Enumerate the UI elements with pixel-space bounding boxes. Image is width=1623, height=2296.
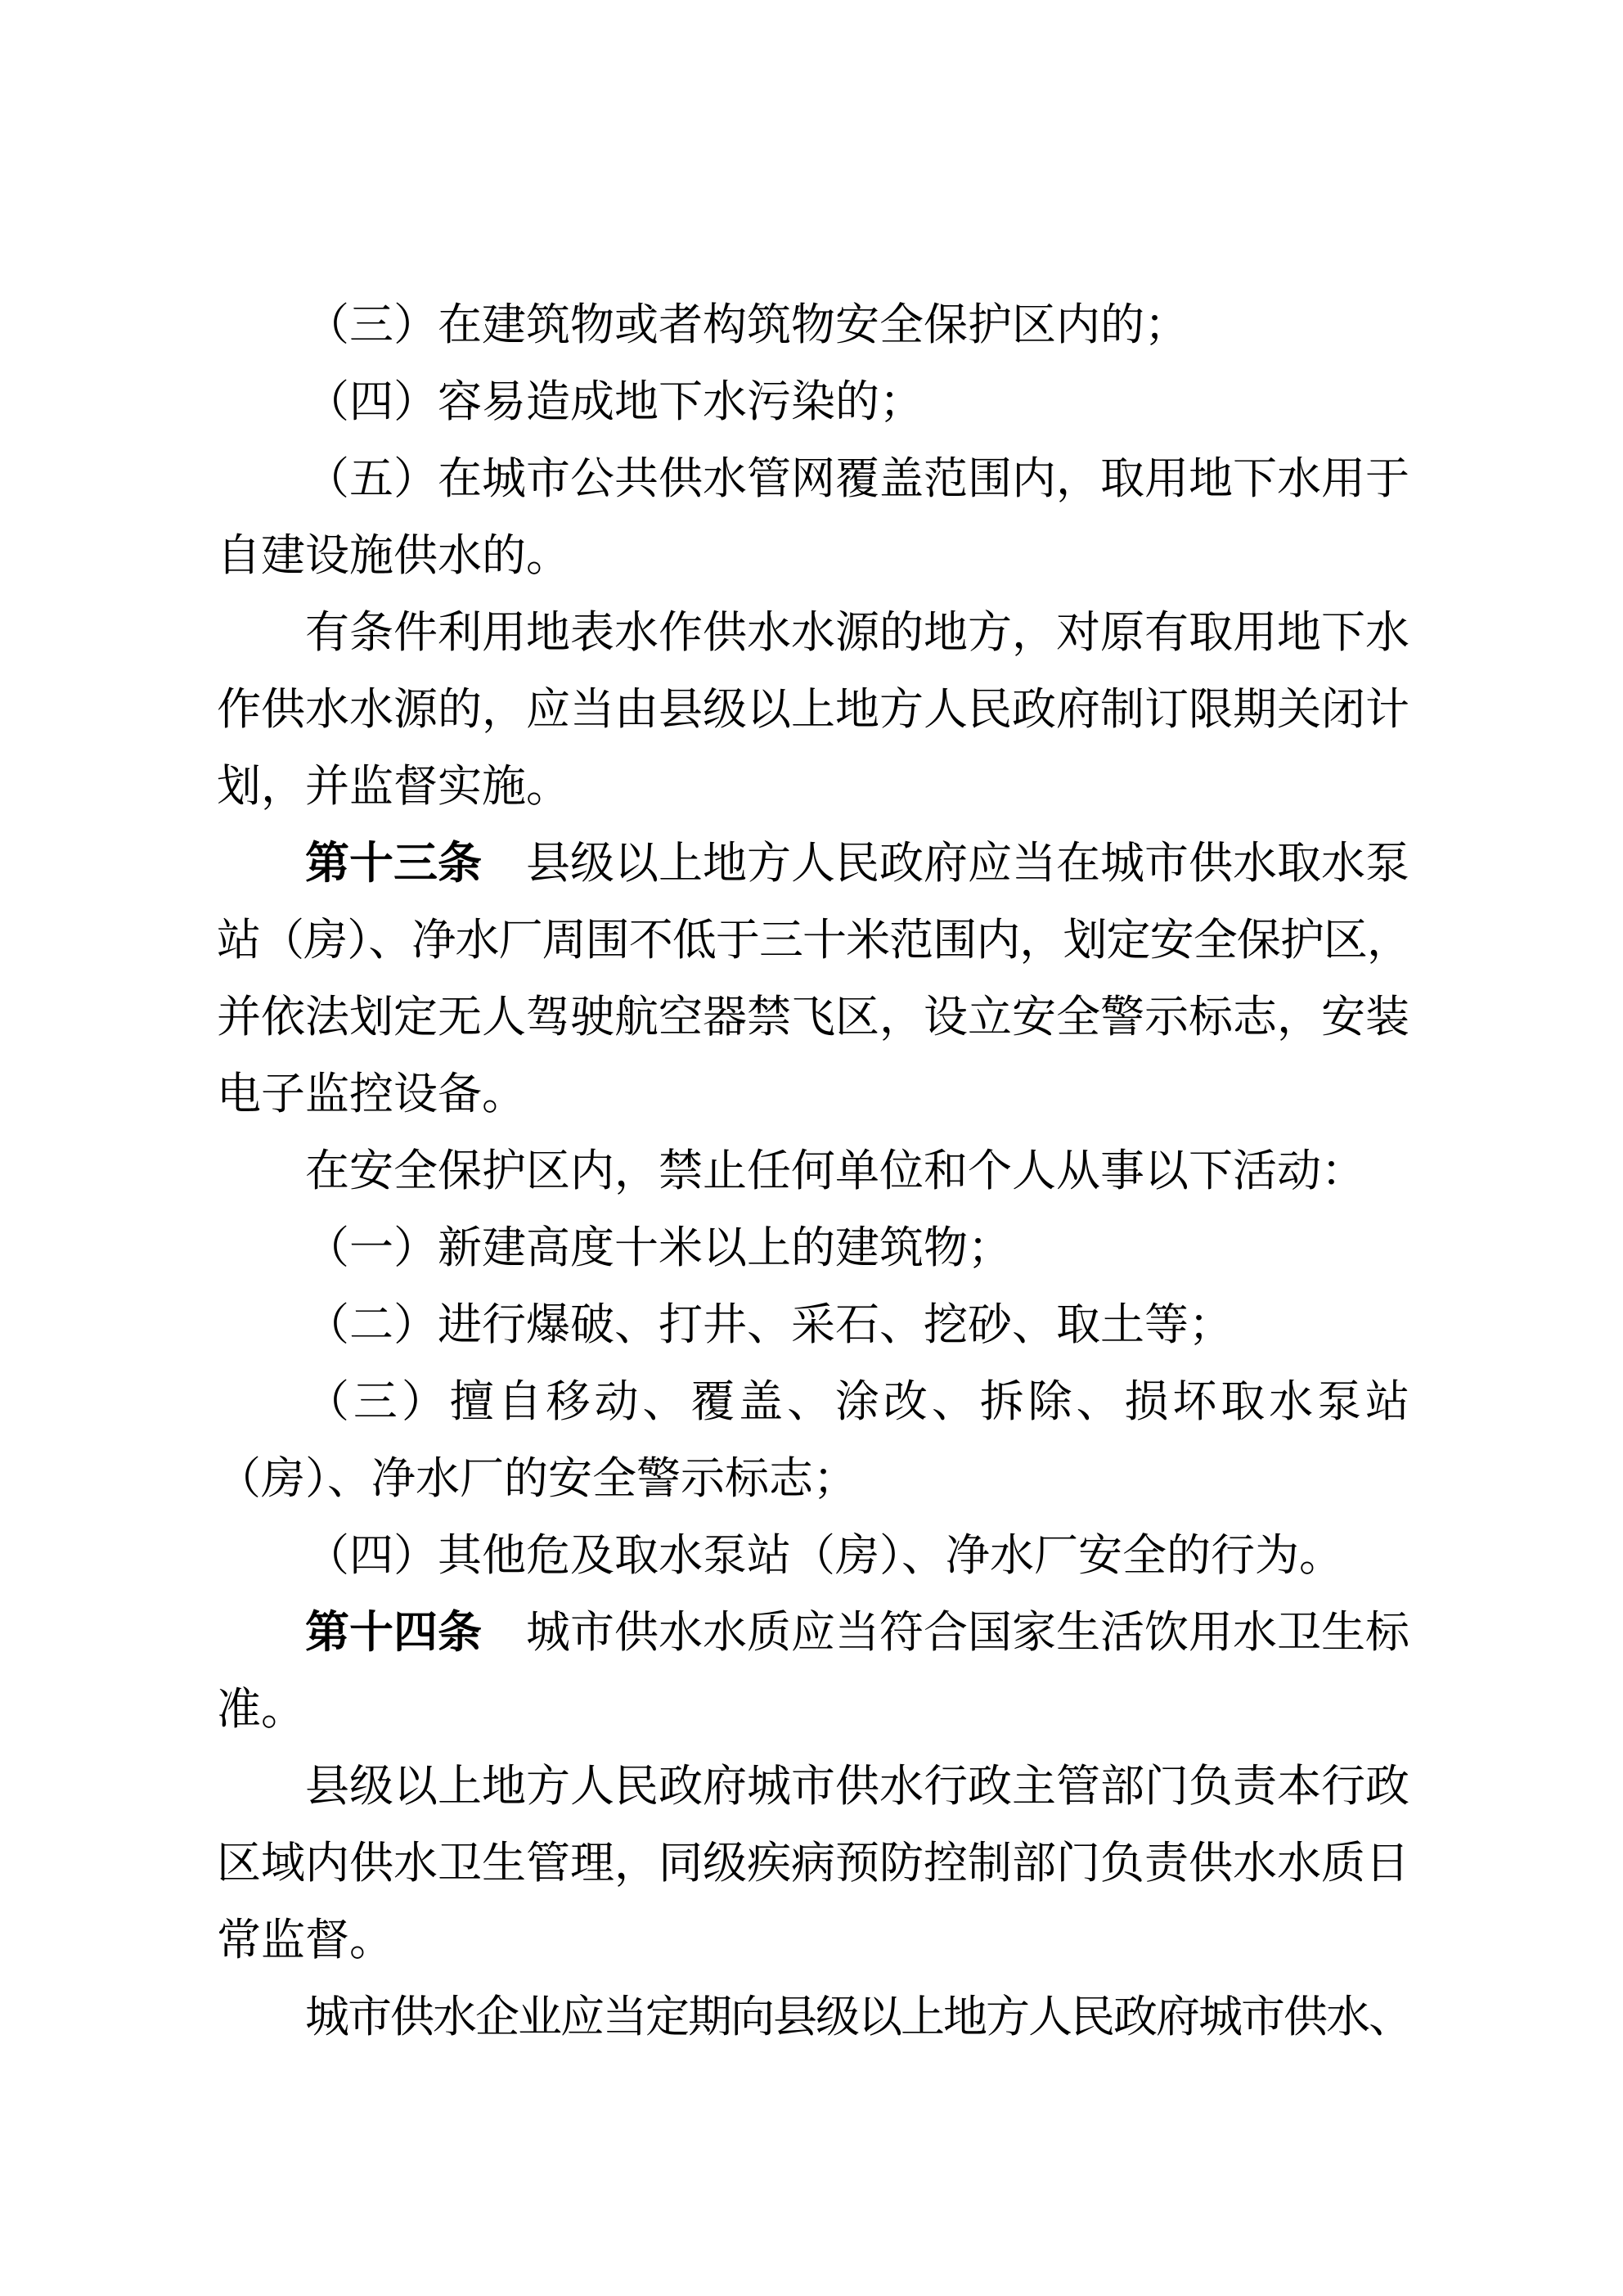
line-text: 县级以上地方人民政府城市供水行政主管部门负责本行政 [305, 1762, 1409, 1811]
text-line [217, 1056, 1409, 1132]
text-line [217, 671, 1409, 748]
line-text: （一）新建高度十米以上的建筑物； [305, 1223, 1012, 1272]
text-line [217, 1286, 1409, 1363]
text-line [217, 1748, 1409, 1825]
line-text: 并依法划定无人驾驶航空器禁飞区，设立安全警示标志，安装 [217, 993, 1409, 1042]
text-line [217, 363, 1409, 440]
text-line [217, 594, 1409, 671]
text-line [217, 825, 1409, 902]
line-text: 划，并监督实施。 [217, 762, 570, 811]
line-text: 区域内供水卫生管理，同级疾病预防控制部门负责供水水质日 [217, 1839, 1409, 1888]
line-text: （四）其他危及取水泵站（房）、净水厂安全的行为。 [305, 1531, 1343, 1580]
line-text: （五）在城市公共供水管网覆盖范围内，取用地下水用于 [305, 454, 1409, 503]
text-line [217, 979, 1409, 1056]
line-text: （房）、净水厂的安全警示标志； [217, 1454, 857, 1503]
line-text: 在安全保护区内，禁止任何单位和个人从事以下活动： [305, 1146, 1365, 1195]
line-text: 有条件利用地表水作供水水源的地方，对原有取用地下水 [305, 608, 1409, 657]
text-line [217, 748, 1409, 825]
text-line [217, 1209, 1409, 1286]
line-text: （二）进行爆破、打井、采石、挖砂、取土等； [305, 1300, 1233, 1349]
line-text: 城市供水水质应当符合国家生活饮用水卫生标 [482, 1608, 1409, 1657]
text-line [217, 1825, 1409, 1902]
line-text: （四）容易造成地下水污染的； [305, 377, 924, 426]
document-text-block [217, 286, 1409, 2055]
text-line [217, 1363, 1409, 1440]
text-line [217, 1517, 1409, 1594]
text-line [217, 902, 1409, 979]
line-text: 县级以上地方人民政府应当在城市供水取水泵 [482, 839, 1409, 888]
text-line [217, 1902, 1409, 1979]
line-text: 作供水水源的，应当由县级以上地方人民政府制订限期关闭计 [217, 685, 1409, 734]
line-text: 自建设施供水的。 [217, 531, 570, 580]
text-line [217, 1440, 1409, 1517]
line-text: 电子监控设备。 [217, 1069, 526, 1119]
text-line [217, 1979, 1409, 2055]
line-text: （三）擅自移动、覆盖、涂改、拆除、损坏取水泵站 [305, 1377, 1409, 1426]
text-line [217, 440, 1409, 517]
text-line [217, 1594, 1409, 1671]
line-text: 城市供水企业应当定期向县级以上地方人民政府城市供水、 [305, 1992, 1411, 2042]
line-text: 站（房）、净水厂周围不低于三十米范围内，划定安全保护区， [217, 916, 1409, 965]
text-line [217, 517, 1409, 594]
line-text: （三）在建筑物或者构筑物安全保护区内的； [305, 300, 1189, 349]
article-number: 第十三条 [305, 839, 482, 888]
text-line [217, 1671, 1409, 1748]
line-text: 常监督。 [217, 1916, 393, 1965]
text-line [217, 1132, 1409, 1209]
line-text: 准。 [217, 1685, 305, 1734]
article-number: 第十四条 [305, 1608, 482, 1657]
text-line [217, 286, 1409, 363]
